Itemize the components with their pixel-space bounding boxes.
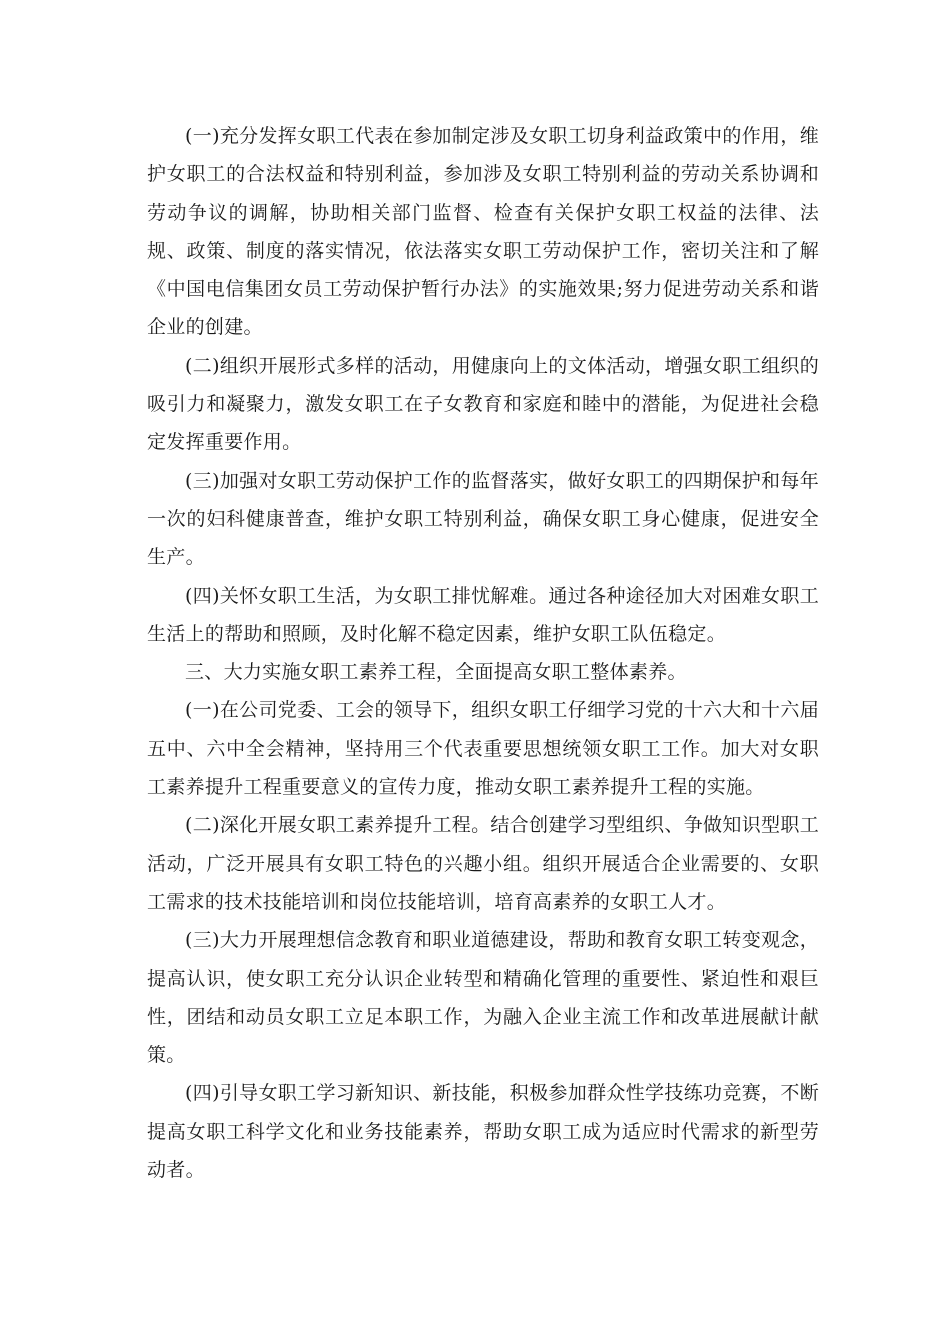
paragraph-4: (四)关怀女职工生活，为女职工排忧解难。通过各种途径加大对困难女职工生活上的帮助和照顾，及时化解不稳定因素，维护女职工队伍稳定。 bbox=[147, 584, 819, 645]
section-heading-3: 三、大力实施女职工素养工程，全面提高女职工整体素养。 bbox=[185, 661, 687, 684]
document-body bbox=[147, 117, 819, 1189]
paragraph-6: (二)深化开展女职工素养提升工程。结合创建学习型组织、争做知识型职工活动，广泛开展具有女职工特色的兴趣小组。组织开展适合企业需要的、女职工需求的技术技能培训和岗位技能培训，培育高素养的女职工人才。 bbox=[147, 814, 819, 913]
paragraph-5: (一)在公司党委、工会的领导下，组织女职工仔细学习党的十六大和十六届五中、六中全会精神，坚持用三个代表重要思想统领女职工工作。加大对女职工素养提升工程重要意义的宣传力度，推动女职工素养提升工程的实施。 bbox=[147, 699, 819, 799]
paragraph-3: (三)加强对女职工劳动保护工作的监督落实，做好女职工的四期保护和每年一次的妇科健康普查，维护女职工特别利益，确保女职工身心健康，促进安全生产。 bbox=[147, 469, 819, 569]
paragraph-8: (四)引导女职工学习新知识、新技能，积极参加群众性学技练功竞赛，不断提高女职工科学文化和业务技能素养，帮助女职工成为适应时代需求的新型劳动者。 bbox=[147, 1082, 819, 1182]
paragraph-1: (一)充分发挥女职工代表在参加制定涉及女职工切身利益政策中的作用，维护女职工的合法权益和特别利益，参加涉及女职工特别利益的劳动关系协调和劳动争议的调解，协助相关部门监督、检查有关保护女职工权益的法律、法规、政策、制度的落实情况，依法落实女职工劳动保护工作，密切关注和了解《中国电信集团女员工劳动保护暂行办法》的实施效果;努力促进劳动关系和谐企业的创建。 bbox=[147, 125, 819, 339]
paragraph-2: (二)组织开展形式多样的活动，用健康向上的文体活动，增强女职工组织的吸引力和凝聚力，激发女职工在子女教育和家庭和睦中的潜能，为促进社会稳定发挥重要作用。 bbox=[147, 354, 819, 454]
paragraph-7: (三)大力开展理想信念教育和职业道德建设，帮助和教育女职工转变观念，提高认识，使女职工充分认识企业转型和精确化管理的重要性、紧迫性和艰巨性，团结和动员女职工立足本职工作，为融入企业主流工作和改革进展献计献策。 bbox=[147, 929, 819, 1067]
